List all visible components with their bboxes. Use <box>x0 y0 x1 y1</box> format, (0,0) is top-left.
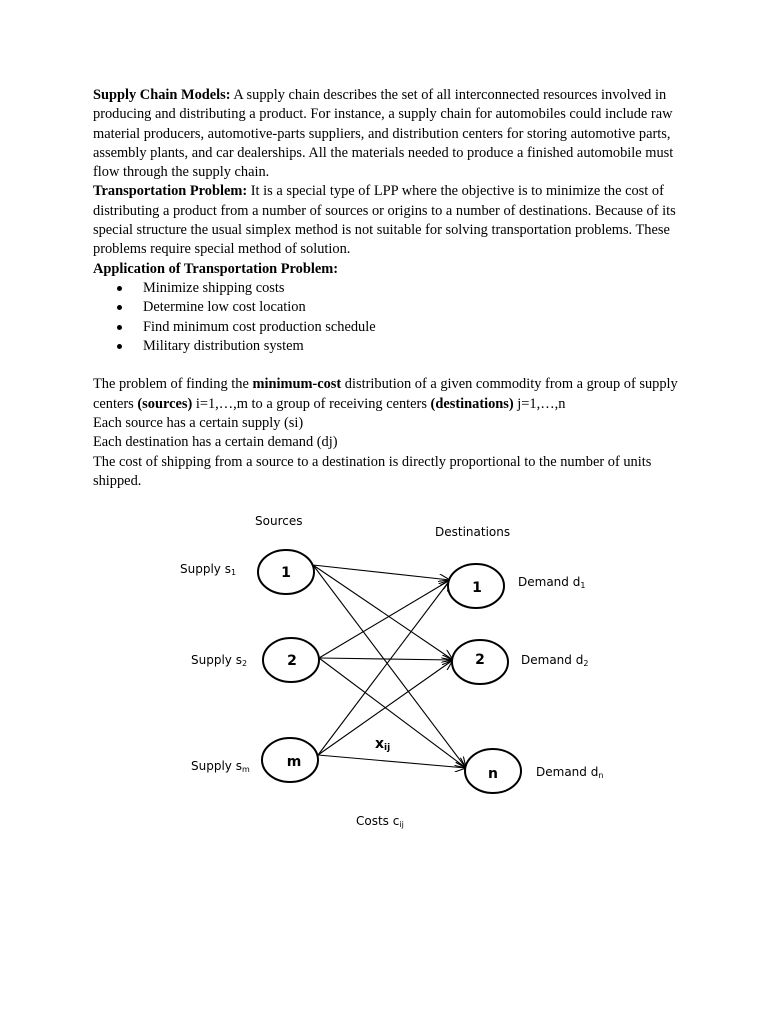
problem-text-b: minimum-cost <box>252 376 342 393</box>
costs-label-sub: ij <box>399 820 404 829</box>
edge-s3-d2 <box>318 660 453 755</box>
edge-s2-d3 <box>319 658 466 768</box>
supply-chain-text: A supply chain describes the set of all interconnected resources involved in producing and distributing a product. For instance, a supply chain for automobiles could include raw material producers, automotive-parts suppliers, and distribution centers for storing automotive parts, assembly plants, and car dealerships. All the materials needed to produce a finished automobile must flow through the supply chain. <box>93 87 674 181</box>
problem-text-e: i=1,…,m to a group of receiving centers <box>192 395 431 412</box>
transportation-network-diagram <box>0 500 768 840</box>
supply-label-2 <box>191 653 247 668</box>
supply-label-2-sub: 2 <box>241 659 248 668</box>
edge-s2-d2 <box>319 658 453 660</box>
application-heading-text: Application of Transportation Problem: <box>93 260 339 277</box>
source-node-m-label: m <box>286 754 302 770</box>
edge-s3-d3 <box>318 755 466 768</box>
list-item <box>93 337 693 356</box>
destination-node-n-label: n <box>488 766 498 782</box>
transportation-paragraph <box>93 182 693 259</box>
costs-label-text: Costs c <box>356 814 400 828</box>
application-heading <box>93 260 693 279</box>
demand-label-n <box>536 765 603 780</box>
edge-s1-d2 <box>313 565 453 660</box>
supply-chain-heading: Supply Chain Models: <box>93 87 231 103</box>
supply-label-1 <box>180 562 236 577</box>
problem-text-c: distribution of a given commodity from a group of supply centers <box>93 376 678 412</box>
flow-variable-text: x <box>375 736 385 752</box>
supply-statement: Each source has a certain supply (si) <box>93 415 304 432</box>
demand-label-2 <box>521 653 588 668</box>
list-item-text: Determine low cost location <box>143 299 306 316</box>
source-node-1-label: 1 <box>281 565 291 581</box>
supply-label-m-text: Supply s <box>191 759 242 773</box>
problem-text-d: (sources) <box>137 395 193 412</box>
application-list <box>93 279 693 356</box>
list-item <box>93 279 693 298</box>
problem-text-f: (destinations) <box>430 395 514 412</box>
list-item-text: Minimize shipping costs <box>143 279 285 296</box>
problem-paragraph <box>93 375 693 414</box>
problem-text-a: The problem of finding the <box>93 376 253 393</box>
demand-label-n-sub: n <box>598 771 604 780</box>
list-item <box>93 318 693 337</box>
flow-variable-sub: ij <box>384 743 391 753</box>
supply-label-m-sub: m <box>241 765 250 774</box>
destination-node-2-label: 2 <box>475 652 485 668</box>
demand-label-1-sub: 1 <box>580 581 586 590</box>
transportation-heading: Transportation Problem: <box>93 183 248 200</box>
destination-node-1-label: 1 <box>472 580 482 596</box>
blank-line <box>93 356 693 375</box>
flow-variable-label <box>375 736 390 753</box>
list-item-text: Find minimum cost production schedule <box>143 318 376 335</box>
sources-heading: Sources <box>255 514 303 528</box>
edge-s3-d1 <box>318 580 450 755</box>
document-body <box>93 86 693 491</box>
destinations-heading: Destinations <box>435 525 511 539</box>
edge-s1-d1 <box>313 565 450 580</box>
bullet-icon <box>117 325 122 330</box>
demand-statement: Each destination has a certain demand (dj) <box>93 434 338 451</box>
list-item <box>93 298 693 317</box>
supply-label-2-text: Supply s <box>191 653 242 667</box>
transportation-text: It is a special type of LPP where the objective is to minimize the cost of distributing a product from a number of sources or origins to a number of destinations. Because of its special structure the usual simplex method is not suitable for solving transportation problems. These problems require special method of solution. <box>93 183 676 258</box>
edge-s2-d1 <box>319 580 450 658</box>
edges-group <box>313 565 466 768</box>
bullet-icon <box>117 286 122 291</box>
supply-label-1-text: Supply s <box>180 562 231 576</box>
demand-label-1-text: Demand d <box>518 575 581 589</box>
supply-label-1-sub: 1 <box>230 568 237 577</box>
demand-label-2-text: Demand d <box>521 653 584 667</box>
supply-chain-paragraph <box>93 86 693 182</box>
demand-label-1 <box>518 575 585 590</box>
costs-label <box>356 814 404 829</box>
cost-statement: The cost of shipping from a source to a destination is directly proportional to the number of units shipped. <box>93 453 652 489</box>
bullet-icon <box>117 305 122 310</box>
list-item-text: Military distribution system <box>143 337 304 354</box>
bullet-icon <box>117 344 122 349</box>
source-node-2-label: 2 <box>287 653 297 669</box>
demand-label-2-sub: 2 <box>583 659 589 668</box>
demand-label-n-text: Demand d <box>536 765 599 779</box>
supply-label-m <box>191 759 250 774</box>
problem-text-g: j=1,…,n <box>513 395 566 412</box>
